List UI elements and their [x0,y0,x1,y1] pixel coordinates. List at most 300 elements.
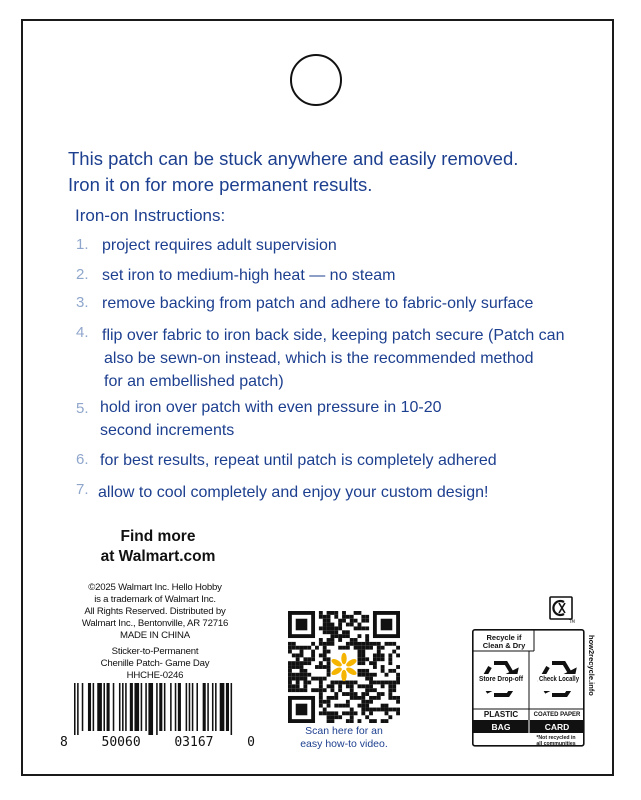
qr-module [346,711,350,715]
qr-module [346,623,350,627]
qr-module [381,681,385,685]
step-4-number: 4. [76,324,89,341]
qr-module [385,681,389,685]
qr-caption-line-1: Scan here for an [305,725,383,737]
qr-module [292,677,296,681]
instructions-title: Iron-on Instructions: [75,206,226,225]
barcode-digit-group: 8 [60,735,68,750]
qr-module [319,638,323,642]
qr-module [358,661,362,665]
qr-module [303,681,307,685]
qr-module [327,650,331,654]
qr-module [381,665,385,669]
qr-module [358,704,362,708]
qr-module [365,677,369,681]
qr-code[interactable] [288,611,400,723]
qr-module [327,661,331,665]
qr-module [292,653,296,657]
qr-module [296,681,300,685]
qr-module [381,684,385,688]
qr-module [323,646,327,650]
intro-line-2: Iron it on for more permanent results. [68,174,373,195]
qr-module [396,681,400,685]
qr-module [361,704,365,708]
qr-module [365,715,369,719]
qr-module [300,650,304,654]
qr-module [323,708,327,712]
qr-module [338,688,342,692]
qr-module [330,630,334,634]
qr-module [303,684,307,688]
qr-module [373,653,377,657]
qr-module [327,669,331,673]
qr-module [365,642,369,646]
qr-module [338,715,342,719]
qr-module [377,681,381,685]
qr-module [334,615,338,619]
qr-module [288,665,292,669]
qr-module [369,642,373,646]
barcode-bar [148,683,153,735]
step-5-text [100,396,442,442]
qr-module [292,661,296,665]
qr-module [330,684,334,688]
qr-module [323,677,327,681]
step-2-text [102,264,395,287]
recycle-left-item: BAG [491,722,511,732]
qr-module [365,615,369,619]
qr-module [323,657,327,661]
qr-module [330,623,334,627]
qr-module [388,715,392,719]
qr-module [346,684,350,688]
qr-module [288,677,292,681]
qr-module [319,700,323,704]
step-7-line-1: allow to cool completely and enjoy your custom design! [98,484,489,501]
qr-module [323,626,327,630]
qr-module [361,700,365,704]
qr-module [361,696,365,700]
recycle-footnote-1: *Not recycled in [536,735,576,741]
qr-module [385,673,389,677]
barcode-bar [159,683,162,731]
qr-module [396,673,400,677]
qr-module [358,626,362,630]
barcode-bar [212,683,214,731]
step-6-line-1: for best results, repeat until patch is completely adhered [100,452,497,469]
qr-module [334,704,338,708]
qr-module [373,673,377,677]
qr-module [373,696,377,700]
qr-module [342,611,346,615]
qr-module [361,657,365,661]
qr-module [330,611,334,615]
qr-module [307,673,311,677]
qr-module [292,665,296,669]
barcode-bar [226,683,229,731]
qr-module [358,623,362,627]
qr-module [369,688,373,692]
qr-module [311,688,315,692]
legal-line: MADE IN CHINA [120,630,190,641]
qr-module [350,715,354,719]
qr-module [392,684,396,688]
qr-module [334,630,338,634]
barcode-bar [178,683,181,731]
qr-module [392,696,396,700]
qr-module [361,661,365,665]
qr-module [350,684,354,688]
barcode-bar [93,683,95,731]
qr-module [300,646,304,650]
qr-module [323,653,327,657]
qr-module [373,708,377,712]
barcode [60,683,255,753]
step-6-text [100,449,497,472]
qr-module [330,719,334,723]
qr-module [361,711,365,715]
qr-module [358,642,362,646]
qr-module [365,688,369,692]
qr-module [327,719,331,723]
qr-module [311,642,315,646]
qr-module [319,684,323,688]
step-1-text [102,234,337,257]
qr-module [323,700,327,704]
qr-module [288,673,292,677]
barcode-bar [220,683,225,731]
legal-line: is a trademark of Walmart Inc. [94,594,216,605]
qr-module [288,669,292,673]
qr-module [373,657,377,661]
qr-module [396,708,400,712]
qr-module [327,700,331,704]
qr-caption [282,725,406,751]
qr-module [350,711,354,715]
qr-module [338,626,342,630]
step-2-number: 2. [76,266,89,283]
qr-module [323,650,327,654]
qr-module [377,692,381,696]
qr-module [319,615,323,619]
qr-module [307,681,311,685]
qr-module [361,669,365,673]
step-5-line-1: hold iron over patch with even pressure in 10-20 [100,399,442,416]
qr-module [377,650,381,654]
qr-module [381,704,385,708]
barcode-digit-group: 50060 [101,735,141,750]
qr-module [327,623,331,627]
qr-module [330,642,334,646]
qr-finder [296,704,308,716]
qr-module [315,677,319,681]
qr-module [361,642,365,646]
qr-module [319,688,323,692]
qr-module [307,646,311,650]
qr-module [327,704,331,708]
step-7-text [98,481,488,504]
qr-module [346,642,350,646]
qr-module [327,684,331,688]
qr-module [388,669,392,673]
find-more-line-2: at Walmart.com [100,548,216,565]
qr-module [334,626,338,630]
barcode-bar [145,683,147,731]
qr-module [365,619,369,623]
step-5-number: 5. [76,400,89,417]
qr-module [327,715,331,719]
barcode-bar [203,683,206,731]
qr-module [323,630,327,634]
qr-module [292,688,296,692]
qr-module [330,711,334,715]
qr-module [319,692,323,696]
product-info [70,646,240,682]
qr-module [319,665,323,669]
qr-module [365,634,369,638]
qr-module [385,708,389,712]
qr-module [369,646,373,650]
qr-module [307,661,311,665]
qr-module [323,615,327,619]
barcode-bar [164,683,166,731]
recycle-right-material: COATED PAPER [533,712,581,718]
qr-module [311,657,315,661]
qr-module [342,646,346,650]
qr-module [388,708,392,712]
barcode-bar [113,683,115,731]
qr-module [354,692,358,696]
qr-caption-line-2: easy how-to video. [300,738,388,750]
qr-module [292,646,296,650]
qr-module [396,700,400,704]
qr-module [361,684,365,688]
barcode-bar [215,683,217,731]
barcode-bar [170,683,172,731]
product-line: Sticker-to-Permanent [111,646,199,657]
qr-module [385,719,389,723]
qr-module [350,623,354,627]
qr-module [365,704,369,708]
qr-module [330,688,334,692]
hang-hole [290,54,342,106]
qr-module [358,611,362,615]
qr-module [334,611,338,615]
qr-module [315,688,319,692]
qr-module [365,700,369,704]
barcode-bar [207,683,209,731]
step-4-line-1: flip over fabric to iron back side, keeping patch secure (Patch can [102,327,565,344]
qr-module [365,657,369,661]
step-4-text [102,324,564,393]
qr-module [319,704,323,708]
qr-module [303,661,307,665]
qr-module [373,665,377,669]
qr-module [319,681,323,685]
qr-module [319,711,323,715]
qr-module [358,669,362,673]
qr-module [296,677,300,681]
qr-module [392,669,396,673]
qr-module [292,673,296,677]
qr-module [388,684,392,688]
qr-finder [296,619,308,631]
qr-module [361,708,365,712]
qr-module [350,681,354,685]
qr-module [327,673,331,677]
qr-module [358,657,362,661]
qr-module [288,684,292,688]
qr-module [369,677,373,681]
qr-module [315,665,319,669]
qr-module [354,696,358,700]
qr-module [350,692,354,696]
qr-module [311,650,315,654]
qr-module [338,634,342,638]
qr-module [361,650,365,654]
qr-module [327,619,331,623]
barcode-bar [119,683,121,731]
qr-module [396,653,400,657]
qr-module [365,673,369,677]
qr-module [334,711,338,715]
qr-module [365,708,369,712]
qr-module [396,646,400,650]
qr-module [338,619,342,623]
product-line: Chenille Patch- Game Day [100,658,210,669]
barcode-bar [231,683,233,735]
barcode-bar [122,683,124,731]
qr-module [392,708,396,712]
recycle-right-label: Check Locally [539,676,580,683]
qr-module [350,708,354,712]
qr-module [358,646,362,650]
qr-module [330,715,334,719]
qr-module [342,634,346,638]
qr-module [327,711,331,715]
qr-module [323,711,327,715]
qr-module [342,615,346,619]
qr-module [323,665,327,669]
qr-module [303,677,307,681]
qr-module [327,615,331,619]
qr-module [381,653,385,657]
qr-module [319,653,323,657]
step-2-line-1: set iron to medium-high heat — no steam [102,267,396,284]
qr-module [358,719,362,723]
qr-module [354,626,358,630]
barcode-bar [189,683,191,731]
qr-module [323,619,327,623]
qr-module [350,696,354,700]
qr-module [303,688,307,692]
qr-module [342,704,346,708]
barcode-bar [186,683,188,731]
qr-module [334,634,338,638]
qr-module [350,615,354,619]
barcode-bar [74,683,76,735]
qr-module [288,681,292,685]
qr-module [354,611,358,615]
qr-module [388,657,392,661]
step-4-line-3: for an embellished patch) [104,373,284,390]
qr-module [346,719,350,723]
recycle-side-text: how2recycle.info [587,635,596,696]
qr-module [381,646,385,650]
qr-module [361,619,365,623]
qr-module [327,696,331,700]
qr-module [396,711,400,715]
qr-module [361,615,365,619]
qr-module [361,653,365,657]
qr-module [377,657,381,661]
qr-module [319,677,323,681]
qr-module [373,688,377,692]
product-line: HHCHE-0246 [126,670,184,681]
barcode-bar [88,683,91,731]
step-1-line-1: project requires adult supervision [102,237,337,254]
qr-module [319,696,323,700]
qr-module [327,630,331,634]
legal-line: Walmart Inc., Bentonville, AR 72716 [81,618,229,629]
qr-module [315,646,319,650]
qr-module [338,681,342,685]
qr-module [342,630,346,634]
qr-module [346,630,350,634]
barcode-bars [60,683,255,735]
qr-module [350,638,354,642]
step-5-line-2: second increments [100,422,235,439]
barcode-bar [107,683,110,731]
qr-module [330,638,334,642]
qr-module [350,719,354,723]
barcode-digits [60,735,255,750]
qr-module [388,688,392,692]
qr-module [303,673,307,677]
qr-module [354,646,358,650]
qr-module [327,657,331,661]
qr-module [327,626,331,630]
step-4-line-2: also be sewn-on instead, which is the recommended method [104,350,534,367]
qr-module [346,692,350,696]
qr-module [323,623,327,627]
qr-module [323,688,327,692]
qr-module [385,704,389,708]
barcode-bar [82,683,84,731]
qr-module [385,642,389,646]
barcode-bar [125,683,127,731]
qr-module [369,696,373,700]
qr-module [369,711,373,715]
qr-module [369,700,373,704]
qr-module [296,673,300,677]
qr-module [346,704,350,708]
barcode-bar [103,683,105,731]
qr-module [338,638,342,642]
qr-module [296,646,300,650]
recycle-footnote-2: all communities [536,741,576,747]
qr-module [388,661,392,665]
barcode-digit-group: 03167 [174,735,214,750]
qr-module [330,626,334,630]
qr-module [381,669,385,673]
step-3-text [102,292,533,315]
qr-module [288,650,292,654]
qr-module [334,715,338,719]
qr-module [327,642,331,646]
qr-module [311,677,315,681]
qr-module [300,665,304,669]
